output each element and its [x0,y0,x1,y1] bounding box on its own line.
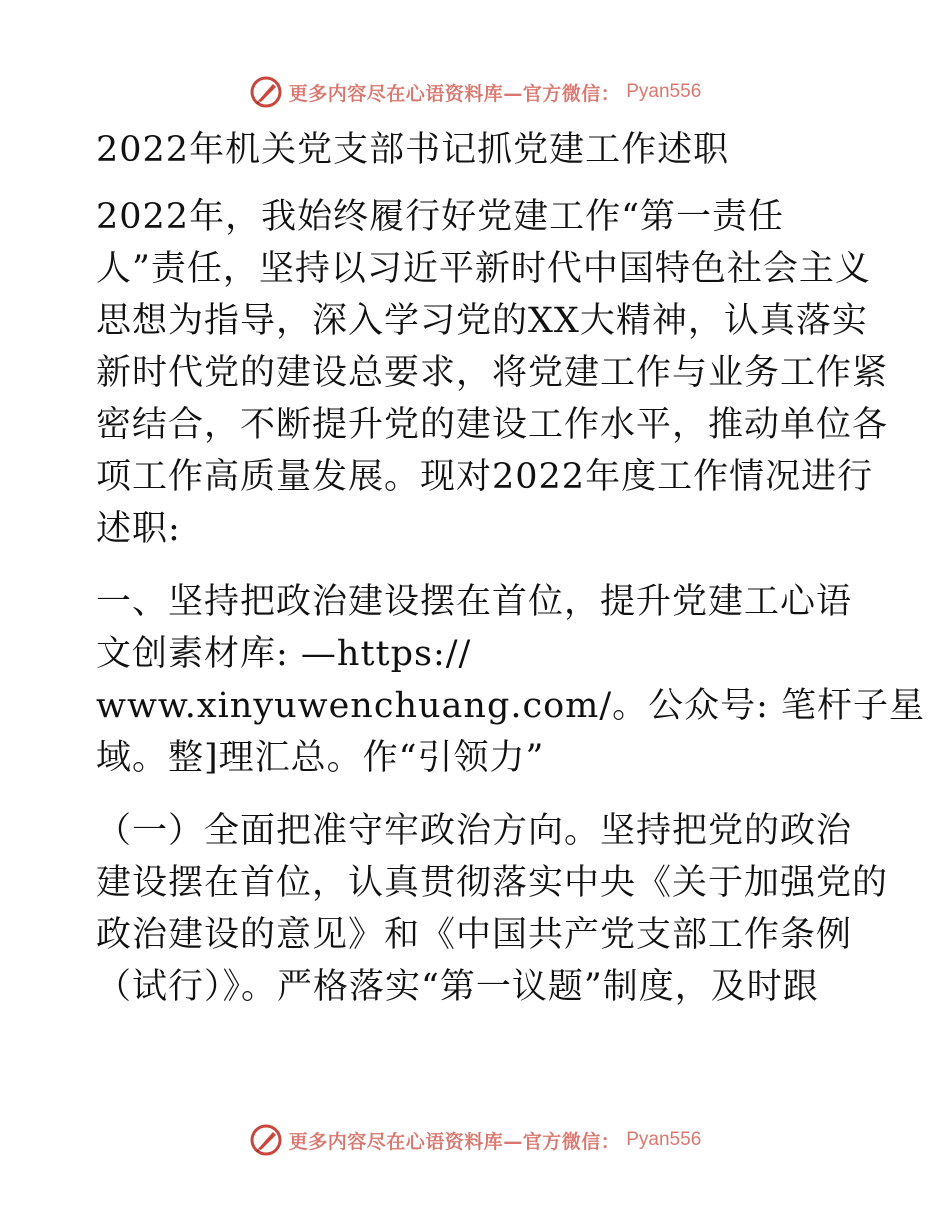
text-line: 2022年，我始终履行好党建工作“第一责任 [96,197,784,237]
paragraph-intro [96,191,889,555]
watermark-text: 更多内容尽在心语资料库—官方微信： [288,82,621,105]
section-heading-1 [96,576,926,784]
text-line: 文创素材库: —https:// [96,634,472,674]
watermark-account: Pyan556 [626,81,702,102]
text-line: www.xinyuwenchuang.com/。公众号: 笔杆子星 [96,686,926,726]
footer-watermark [0,1120,950,1160]
text-line: 项工作高质量发展。现对2022年度工作情况进行 [96,457,874,497]
watermark-text: 更多内容尽在心语资料库—官方微信： [288,1130,621,1153]
text-line: 政治建设的意见》和《中国共产党支部工作条例 [96,915,853,955]
subsection-1 [96,805,889,1013]
text-line: 域。整]理汇总。作“引领力” [96,738,545,778]
document-body [96,124,926,1013]
text-line: 一、坚持把政治建设摆在首位，提升党建工心语 [96,582,853,622]
text-line: 新时代党的建设总要求，将党建工作与业务工作紧 [96,353,889,393]
text-line: 述职: [96,509,181,549]
text-line: 人”责任，坚持以习近平新时代中国特色社会主义 [96,249,871,289]
header-watermark [0,72,950,112]
watermark-account: Pyan556 [626,1129,702,1150]
text-line: 建设摆在首位，认真贯彻落实中央《关于加强党的 [96,863,889,903]
document-title: 2022年机关党支部书记抓党建工作述职 [96,130,730,170]
quill-pen-circle-icon [249,1123,283,1157]
text-line: （试行）》。严格落实“第一议题”制度，及时跟 [96,967,819,1007]
text-line: （一）全面把准守牢政治方向。坚持把党的政治 [96,811,853,851]
text-line: 密结合，不断提升党的建设工作水平，推动单位各 [96,405,889,445]
text-line: 思想为指导，深入学习党的XX大精神，认真落实 [96,301,868,341]
quill-pen-circle-icon [249,75,283,109]
